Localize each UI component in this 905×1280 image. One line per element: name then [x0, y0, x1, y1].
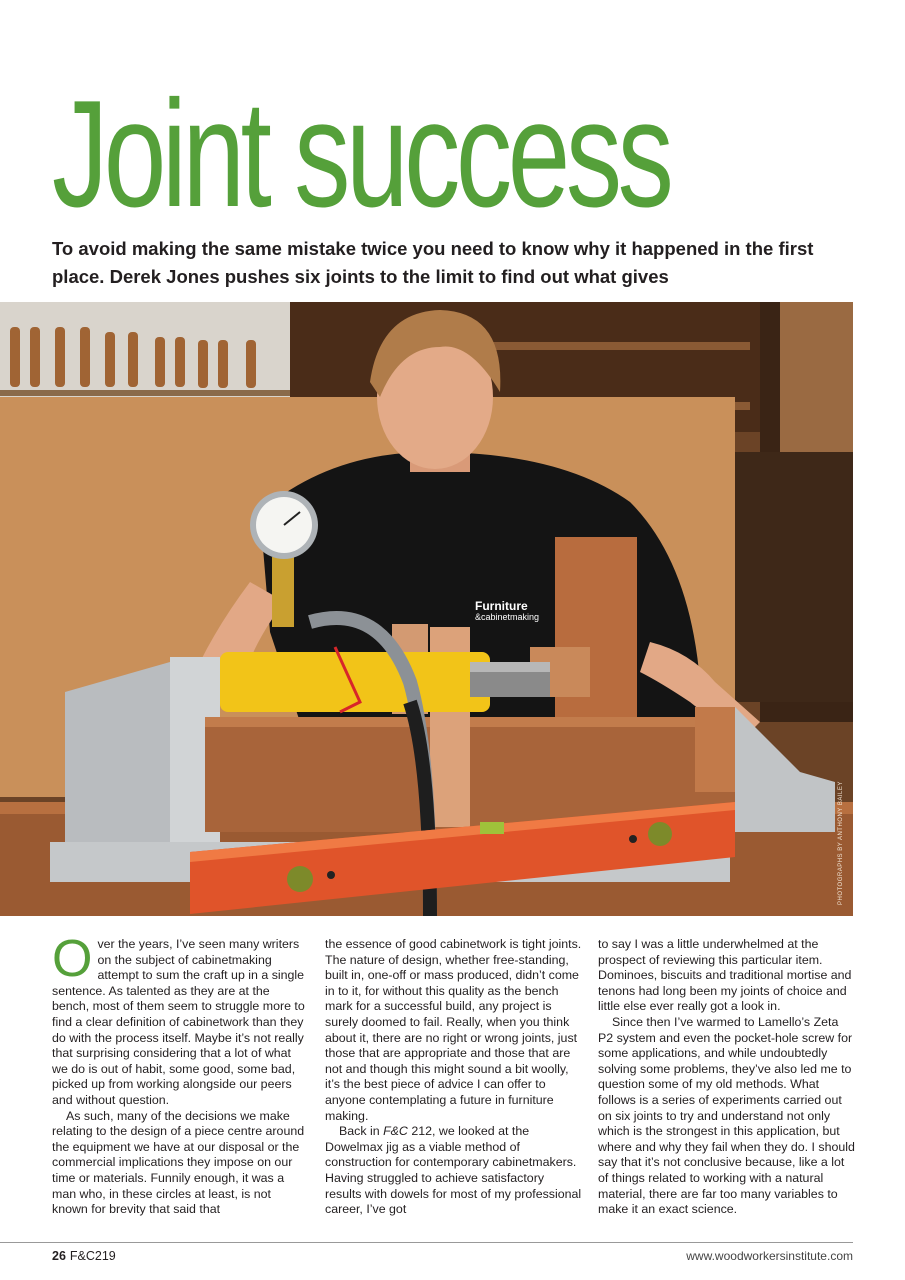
- issue-label: F&C219: [69, 1249, 116, 1263]
- standfirst: To avoid making the same mistake twice you need to know why it happened in the first place. Derek Jones pushes six joints to the limit to find out what gives: [52, 238, 814, 287]
- footer-rule: [0, 1242, 853, 1243]
- paragraph: the essence of good cabinetwork is tight joints. The nature of design, whether free-standing, built in, one-off or mass produced, didn’t come in to it, for without this quality as the bench mark for a successful build, any project is surely doomed to fail. Really, when you think about it, there are no right or wrong joints, just those that are appropriate and those that are not and though this might sound a bit woolly, it’s the best piece of advice I can offer to anyone contemplating a future in furniture making.: [325, 937, 582, 1123]
- magazine-title: F&C: [383, 1124, 408, 1139]
- headline: Joint success: [52, 69, 670, 239]
- shirt-logo-line-2: &cabinetmaking: [475, 612, 540, 622]
- paragraph-text: Back in: [339, 1124, 384, 1139]
- body-column-1: [52, 930, 310, 1218]
- paragraph: [52, 930, 310, 1109]
- paragraph: [325, 1124, 583, 1218]
- page-number: 26: [52, 1249, 66, 1263]
- body-column-3: [598, 937, 856, 1218]
- folio: [52, 1249, 116, 1263]
- hero-photo: [0, 302, 853, 916]
- paragraph-text: ver the years, I’ve seen many writers on the subject of cabinetmaking attempt to sum the craft up in a single sentence. As talented as they are at the bench, most of them seem to struggle more to find a clear definition of cabinetwork than they do with the process itself. Maybe it’s not really that surprising considering that a lot of what we do is out of habit, some good, some bad, picked up from working alongside our peers and without question.: [52, 937, 305, 1107]
- drop-cap: O: [52, 930, 93, 988]
- paragraph-text: 212, we looked at the Dowelmax jig as a viable method of construction for contemporary cabinetmakers. Having struggled to achieve satisfactory results with dowels for most of my professional career, I’ve got: [325, 1124, 582, 1217]
- body-column-2: [325, 937, 583, 1218]
- website-url: www.woodworkersinstitute.com: [686, 1249, 853, 1263]
- paragraph: to say I was a little underwhelmed at the prospect of reviewing this particular item. Dominoes, biscuits and traditional mortise and tenons had long been my joints of choice and little else ever really got a look in.: [598, 937, 852, 1014]
- shirt-logo-line-1: Furniture: [475, 599, 528, 613]
- paragraph: As such, many of the decisions we make relating to the design of a piece centre around the equipment we have at our disposal or the commercial implications they impose on our time or materials. Funnily enough, it was a man who, in these circles at least, is not known for brevity that said that: [52, 1108, 305, 1217]
- photo-credit: PHOTOGRAPHS BY ANTHONY BAILEY: [838, 781, 844, 905]
- paragraph: Since then I’ve warmed to Lamello’s Zeta P2 system and even the pocket-hole screw for some applications, and while undoubtedly solving some problems, they’ve also led me to question some of my old methods. What follows is a series of experiments carried out on six joints to try and understand not only which is the strongest in this application, but where and why they fail when they do. I should say that it’s not conclusive because, like a lot of things related to working with a natural material, there are far too many variables to make it an exact science.: [598, 1014, 855, 1217]
